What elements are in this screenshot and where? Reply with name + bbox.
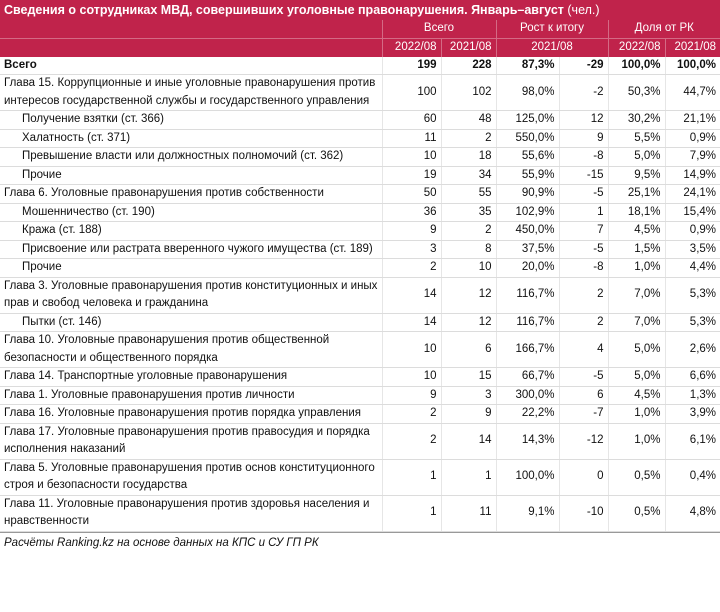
table-row [0,240,720,259]
row-label: Глава 5. Уголовные правонарушения против основ конституционного строя и безопасности государства [0,459,382,495]
data-table [0,20,720,532]
cell-pct: 14,3% [496,423,559,459]
cell-v2021: 18 [441,148,496,167]
cell-pct: 125,0% [496,111,559,130]
table-row [0,111,720,130]
cell-v2021: 1 [441,459,496,495]
row-label: Мошенничество (ст. 190) [0,203,382,222]
cell-s2022: 5,0% [608,148,665,167]
table-title [0,0,720,20]
table-row [0,75,720,111]
title-unit: (чел.) [567,3,600,17]
cell-v2022: 14 [382,313,441,332]
cell-s2021: 6,6% [665,368,720,387]
cell-v2022: 10 [382,332,441,368]
cell-v2021: 2 [441,222,496,241]
cell-pct: 98,0% [496,75,559,111]
cell-s2022: 5,5% [608,129,665,148]
cell-s2022: 5,0% [608,368,665,387]
cell-s2022: 30,2% [608,111,665,130]
cell-s2022: 18,1% [608,203,665,222]
table-row [0,313,720,332]
row-label: Глава 17. Уголовные правонарушения против правосудия и порядка исполнения наказаний [0,423,382,459]
cell-v2022: 60 [382,111,441,130]
row-label: Глава 11. Уголовные правонарушения против здоровья населения и нравственности [0,495,382,531]
cell-s2021: 3,5% [665,240,720,259]
cell-s2021: 0,9% [665,129,720,148]
cell-v2021: 12 [441,313,496,332]
cell-v2021: 34 [441,166,496,185]
cell-s2021: 44,7% [665,75,720,111]
cell-v2021: 228 [441,57,496,75]
cell-v2022: 199 [382,57,441,75]
cell-diff: -8 [559,148,608,167]
cell-v2021: 14 [441,423,496,459]
cell-s2021: 4,8% [665,495,720,531]
cell-s2022: 0,5% [608,495,665,531]
cell-v2021: 55 [441,185,496,204]
cell-pct: 37,5% [496,240,559,259]
cell-s2022: 100,0% [608,57,665,75]
header-year: 2022/08 [382,39,441,57]
cell-s2021: 15,4% [665,203,720,222]
cell-s2021: 0,4% [665,459,720,495]
cell-s2021: 0,9% [665,222,720,241]
source-note: Расчёты Ranking.kz на основе данных на КПС и СУ ГП РК [0,532,720,549]
row-label: Глава 1. Уголовные правонарушения против личности [0,386,382,405]
cell-pct: 66,7% [496,368,559,387]
row-label: Прочие [0,259,382,278]
cell-s2022: 0,5% [608,459,665,495]
cell-diff: 7 [559,222,608,241]
cell-pct: 100,0% [496,459,559,495]
cell-s2021: 6,1% [665,423,720,459]
cell-v2021: 9 [441,405,496,424]
cell-v2021: 6 [441,332,496,368]
cell-v2022: 10 [382,148,441,167]
cell-diff: 2 [559,313,608,332]
cell-diff: 6 [559,386,608,405]
header-group-total: Всего [382,20,496,39]
cell-v2022: 3 [382,240,441,259]
table-row [0,368,720,387]
cell-s2021: 1,3% [665,386,720,405]
title-text: Сведения о сотрудниках МВД, совершивших уголовные правонарушения. Январь–август [4,3,564,17]
row-label: Превышение власти или должностных полномочий (ст. 362) [0,148,382,167]
table-row [0,57,720,75]
cell-pct: 55,9% [496,166,559,185]
cell-s2022: 1,0% [608,405,665,424]
row-label: Глава 6. Уголовные правонарушения против собственности [0,185,382,204]
header-year: 2021/08 [496,39,608,57]
cell-diff: -8 [559,259,608,278]
cell-s2022: 25,1% [608,185,665,204]
cell-v2021: 8 [441,240,496,259]
cell-v2022: 1 [382,459,441,495]
cell-diff: 2 [559,277,608,313]
cell-v2022: 1 [382,495,441,531]
cell-v2021: 3 [441,386,496,405]
cell-s2022: 5,0% [608,332,665,368]
header-year: 2021/08 [665,39,720,57]
cell-s2022: 7,0% [608,277,665,313]
header-empty [0,39,382,57]
cell-pct: 102,9% [496,203,559,222]
table-row [0,185,720,204]
cell-pct: 550,0% [496,129,559,148]
header-group-growth: Рост к итогу [496,20,608,39]
cell-v2021: 35 [441,203,496,222]
table-body [0,57,720,532]
row-label: Присвоение или растрата вверенного чужого имущества (ст. 189) [0,240,382,259]
cell-s2022: 4,5% [608,222,665,241]
cell-v2022: 50 [382,185,441,204]
cell-v2021: 15 [441,368,496,387]
cell-v2022: 9 [382,222,441,241]
cell-s2022: 50,3% [608,75,665,111]
cell-v2021: 2 [441,129,496,148]
table-row [0,222,720,241]
cell-s2021: 5,3% [665,277,720,313]
row-label: Пытки (ст. 146) [0,313,382,332]
cell-v2021: 11 [441,495,496,531]
row-label: Халатность (ст. 371) [0,129,382,148]
cell-v2022: 2 [382,405,441,424]
table-row [0,405,720,424]
cell-s2022: 4,5% [608,386,665,405]
cell-diff: -15 [559,166,608,185]
row-label: Прочие [0,166,382,185]
cell-pct: 9,1% [496,495,559,531]
cell-diff: -29 [559,57,608,75]
cell-v2021: 48 [441,111,496,130]
cell-pct: 87,3% [496,57,559,75]
cell-diff: -5 [559,185,608,204]
header-empty [0,20,382,39]
cell-diff: 4 [559,332,608,368]
table-row [0,495,720,531]
cell-diff: -7 [559,405,608,424]
cell-v2022: 10 [382,368,441,387]
cell-s2022: 7,0% [608,313,665,332]
cell-s2021: 21,1% [665,111,720,130]
header-year: 2021/08 [441,39,496,57]
row-label: Глава 14. Транспортные уголовные правонарушения [0,368,382,387]
cell-s2021: 14,9% [665,166,720,185]
cell-v2022: 14 [382,277,441,313]
cell-pct: 116,7% [496,313,559,332]
row-label: Кража (ст. 188) [0,222,382,241]
header-group-share: Доля от РК [608,20,720,39]
cell-v2022: 100 [382,75,441,111]
cell-v2022: 36 [382,203,441,222]
cell-diff: 0 [559,459,608,495]
header-row-years [0,39,720,57]
table-row [0,203,720,222]
cell-s2022: 1,0% [608,259,665,278]
cell-pct: 20,0% [496,259,559,278]
row-label: Всего [0,57,382,75]
cell-v2022: 2 [382,423,441,459]
cell-s2021: 5,3% [665,313,720,332]
cell-s2021: 7,9% [665,148,720,167]
cell-pct: 90,9% [496,185,559,204]
table-row [0,148,720,167]
cell-v2022: 11 [382,129,441,148]
cell-diff: -12 [559,423,608,459]
cell-v2021: 10 [441,259,496,278]
cell-diff: -5 [559,368,608,387]
header-year: 2022/08 [608,39,665,57]
cell-diff: -10 [559,495,608,531]
row-label: Глава 10. Уголовные правонарушения против общественной безопасности и общественного порядка [0,332,382,368]
cell-v2021: 12 [441,277,496,313]
table-row [0,129,720,148]
cell-v2022: 19 [382,166,441,185]
table-row [0,332,720,368]
cell-s2022: 1,0% [608,423,665,459]
cell-s2022: 9,5% [608,166,665,185]
cell-v2022: 9 [382,386,441,405]
cell-v2022: 2 [382,259,441,278]
cell-diff: -2 [559,75,608,111]
cell-pct: 450,0% [496,222,559,241]
cell-diff: 1 [559,203,608,222]
cell-diff: 12 [559,111,608,130]
cell-s2021: 2,6% [665,332,720,368]
cell-diff: -5 [559,240,608,259]
table-row [0,166,720,185]
cell-s2021: 3,9% [665,405,720,424]
table-row [0,259,720,278]
row-label: Получение взятки (ст. 366) [0,111,382,130]
cell-s2022: 1,5% [608,240,665,259]
cell-pct: 22,2% [496,405,559,424]
cell-pct: 116,7% [496,277,559,313]
cell-v2021: 102 [441,75,496,111]
cell-s2021: 24,1% [665,185,720,204]
row-label: Глава 3. Уголовные правонарушения против конституционных и иных прав и свобод человека и гражданина [0,277,382,313]
cell-pct: 166,7% [496,332,559,368]
table-row [0,459,720,495]
header-row-groups [0,20,720,39]
table-row [0,277,720,313]
table-row [0,386,720,405]
cell-pct: 55,6% [496,148,559,167]
table-row [0,423,720,459]
cell-s2021: 100,0% [665,57,720,75]
cell-pct: 300,0% [496,386,559,405]
row-label: Глава 16. Уголовные правонарушения против порядка управления [0,405,382,424]
cell-diff: 9 [559,129,608,148]
row-label: Глава 15. Коррупционные и иные уголовные правонарушения против интересов государственной службы и государственного управления [0,75,382,111]
cell-s2021: 4,4% [665,259,720,278]
